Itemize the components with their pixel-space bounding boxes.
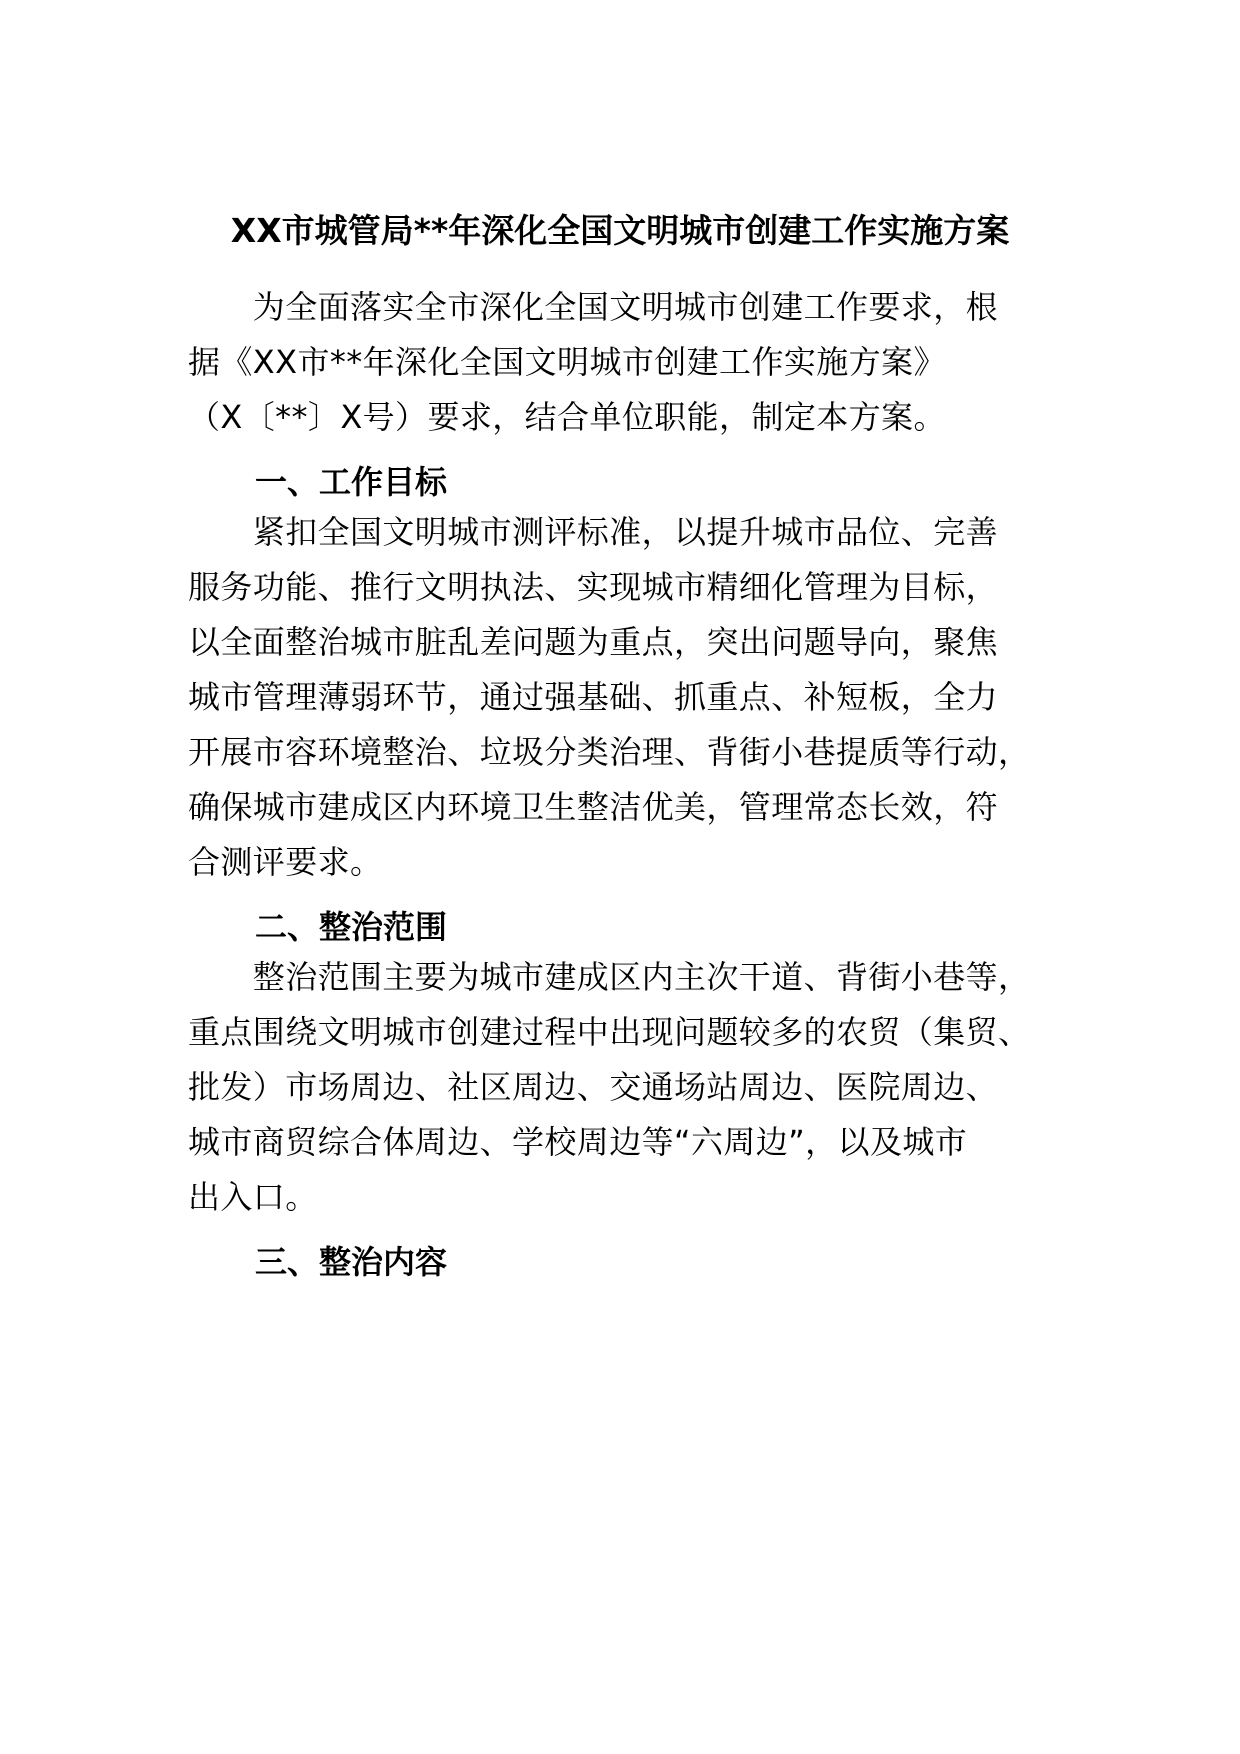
intro-line-2: 据《XX市**年深化全国文明城市创建工作实施方案》 — [188, 343, 946, 381]
scope-line-5: 出入口。 — [188, 1178, 318, 1216]
section-heading-goals: 一、工作目标 — [255, 463, 448, 501]
goals-line-7: 合测评要求。 — [188, 843, 383, 881]
goals-line-5: 开展市容环境整治、垃圾分类治理、背街小巷提质等行动， — [188, 733, 1031, 771]
goals-line-3: 以全面整治城市脏乱差问题为重点，突出问题导向，聚焦 — [188, 623, 999, 661]
goals-line-2: 服务功能、推行文明执法、实现城市精细化管理为目标， — [188, 568, 999, 606]
scope-line-4: 城市商贸综合体周边、学校周边等“六周边”，以及城市 — [188, 1123, 968, 1161]
intro-line-1: 为全面落实全市深化全国文明城市创建工作要求，根 — [188, 288, 999, 326]
document-title: XX市城管局**年深化全国文明城市创建工作实施方案 — [230, 211, 1010, 250]
scope-line-2: 重点围绕文明城市创建过程中出现问题较多的农贸（集贸、 — [188, 1013, 1031, 1051]
section-heading-content: 三、整治内容 — [255, 1243, 448, 1281]
section-heading-scope: 二、整治范围 — [255, 908, 448, 946]
goals-line-4: 城市管理薄弱环节，通过强基础、抓重点、补短板，全力 — [188, 678, 999, 716]
scope-line-1: 整治范围主要为城市建成区内主次干道、背街小巷等， — [188, 958, 1031, 996]
intro-line-3: （X〔**〕X号）要求，结合单位职能，制定本方案。 — [188, 398, 946, 436]
goals-line-1: 紧扣全国文明城市测评标准，以提升城市品位、完善 — [188, 513, 999, 551]
scope-line-3: 批发）市场周边、社区周边、交通场站周边、医院周边、 — [188, 1068, 999, 1106]
goals-line-6: 确保城市建成区内环境卫生整洁优美，管理常态长效，符 — [188, 788, 999, 826]
